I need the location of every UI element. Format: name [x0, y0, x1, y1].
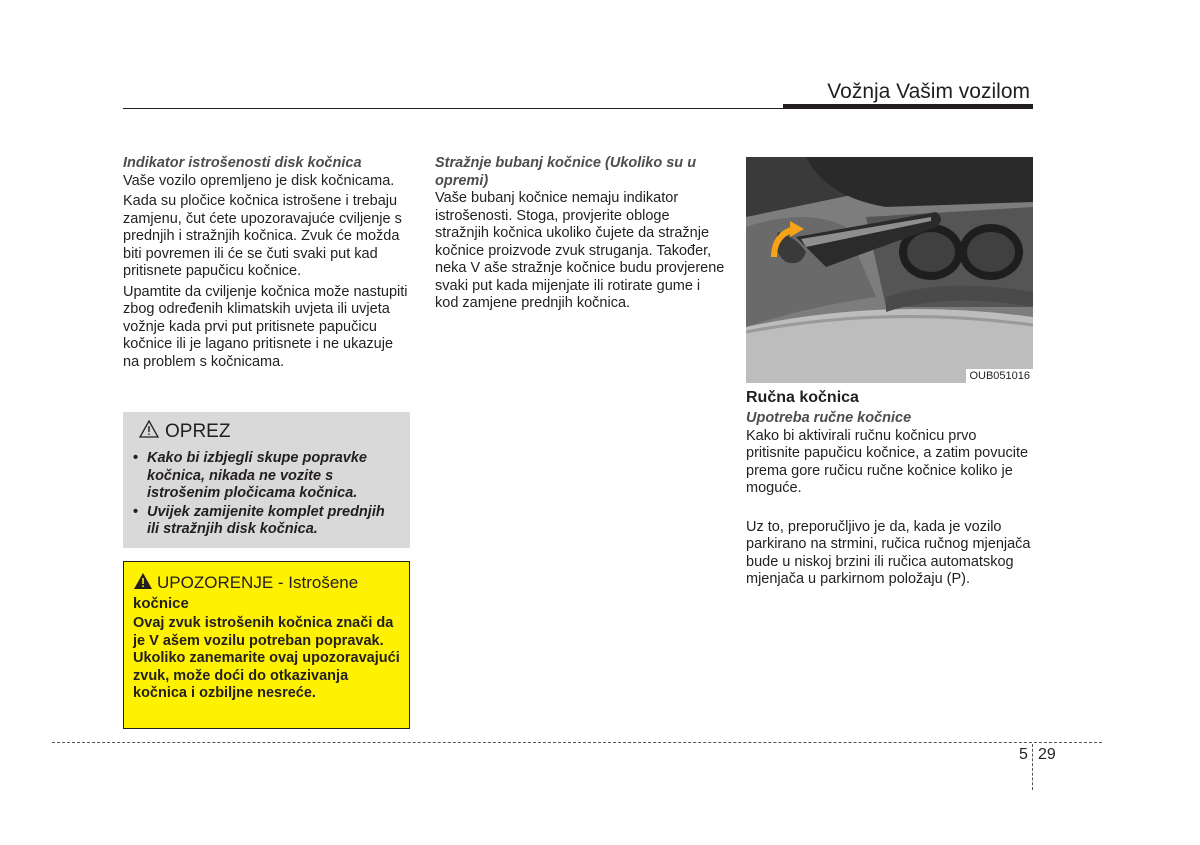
- paragraph: Vaše vozilo opremljeno je disk kočnicama.: [123, 172, 395, 189]
- paragraph: Kada su pločice kočnica istrošene i trebaju zamjenu, čut ćete upozoravajuće cviljenje s prednjih i stražnjih kočnica. Zvuk će možda biti povremen ili će se čuti svaki put kad pritisnete papučicu kočnice.: [123, 193, 402, 279]
- caution-box: [123, 412, 410, 548]
- column-3: [746, 388, 1034, 592]
- paragraph: Upamtite da cviljenje kočnica može nastupiti zbog određenih klimatskih uvjeta ili uvjeta vožnje kada prvi put pritisnete papučicu kočnice ili je lagano pritisnete i ne ukazuje na problem s kočnicama.: [123, 283, 408, 370]
- section-subhead: Upotreba ručne kočnice: [746, 410, 912, 426]
- page-header-title: Vožnja Vašim vozilom: [827, 80, 1030, 103]
- paragraph: Uz to, preporučljivo je da, kada je vozilo parkirano na strmini, ručica ručnog mjenjača bude u niskoj brzini ili ručica automatskog mjenjača u parkirnom položaju (P).: [746, 518, 1031, 587]
- chapter-number: 5: [1019, 746, 1028, 763]
- warning-title: [133, 572, 400, 594]
- section-subhead: Stražnje bubanj kočnice (Ukoliko su u opremi): [435, 155, 697, 189]
- caution-item: • Kako bi izbjegli skupe popravke kočnica, nikada ne vozite s istrošenim pločicama kočnica.: [133, 450, 400, 503]
- footer-divider: [52, 742, 1102, 743]
- section-subhead: Indikator istrošenosti disk kočnica: [123, 155, 362, 171]
- paragraph: Kako bi aktivirali ručnu kočnicu prvo pritisnite papučicu kočnice, a zatim povucite prema gore ručicu ručne kočnice koliko je moguće.: [746, 427, 1029, 496]
- section-heading: Ručna kočnica: [746, 389, 859, 406]
- page-number: 29: [1038, 746, 1056, 763]
- warning-text: Ovaj zvuk istrošenih kočnica znači da je V ašem vozilu potreban popravak. Ukoliko zanemarite ovaj upozoravajući zvuk, može doći do otkazivanja kočnica i ozbiljne nesreće.: [133, 615, 400, 701]
- column-1: [123, 155, 411, 374]
- warning-box: [123, 561, 410, 729]
- warning-triangle-icon: [133, 572, 153, 594]
- caution-title: [139, 420, 400, 444]
- column-2: [435, 155, 725, 316]
- photo-caption: OUB051016: [966, 369, 1033, 383]
- parking-brake-photo: [746, 157, 1033, 383]
- header-rule-accent: [783, 104, 1033, 109]
- caution-triangle-icon: [139, 420, 159, 444]
- caution-list: [133, 450, 400, 539]
- paragraph: Vaše bubanj kočnice nemaju indikator istrošenosti. Stoga, provjerite obloge stražnjih kočnica ukoliko čujete da stražnje kočnice proizvode zvuk struganja. Također, neka V aše stražnje kočnice budu provjerene svaki put kada mijenjate ili rotirate gume i kod zamjene prednjih kočnica.: [435, 190, 725, 311]
- header-rule: [123, 108, 783, 109]
- warning-title-text: UPOZORENJE - Istrošene: [157, 573, 359, 592]
- warning-subtitle: kočnice: [133, 595, 189, 612]
- caution-title-text: OPREZ: [165, 421, 231, 442]
- footer-vertical-divider: [1032, 744, 1033, 790]
- caution-item: • Uvijek zamijenite komplet prednjih ili stražnjih disk kočnica.: [133, 504, 400, 539]
